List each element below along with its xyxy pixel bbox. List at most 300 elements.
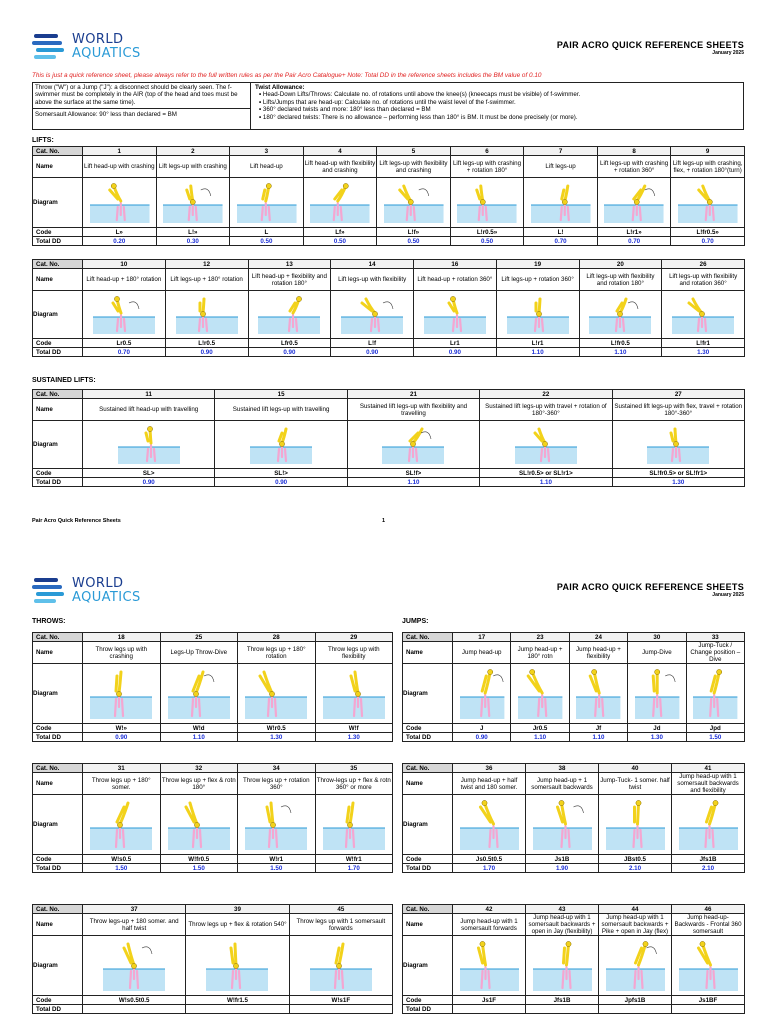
twist-item: • Lifts/Jumps that are head-up: Calculate no. of rotations until the waist level of the f-swimmer. — [259, 99, 739, 106]
cell-name: Jump head-up- Backwards - Frontal 360 somersault — [672, 914, 745, 936]
flying-swimmer — [528, 672, 542, 693]
swimmer-head — [654, 669, 659, 674]
cell-code: SL!> — [215, 469, 347, 478]
name-row — [33, 399, 745, 421]
cell-cat: 38 — [526, 764, 599, 773]
cell-cat: 44 — [599, 905, 672, 914]
category-row — [33, 764, 393, 773]
cell-diagram — [83, 795, 161, 855]
flying-swimmer — [482, 672, 490, 693]
cell-cat: 18 — [83, 633, 161, 642]
cell-code: Jr0.5 — [511, 724, 569, 733]
name-row-label: Name — [33, 156, 83, 178]
rotation-arrow — [573, 805, 583, 812]
name-row — [33, 156, 745, 178]
jumps-heading: JUMPS: — [402, 618, 429, 625]
diagram-row — [33, 178, 745, 228]
cell-cat: 8 — [597, 147, 671, 156]
cell-name: Lift legs-up with flexibility and crashing — [377, 156, 451, 178]
cell-dd: 1.30 — [628, 733, 686, 742]
page-2 — [0, 560, 768, 1024]
total-dd-row — [33, 864, 393, 873]
cell-dd: 1.70 — [453, 864, 526, 873]
doc-title-block — [557, 40, 744, 56]
cell-cat: 3 — [230, 147, 304, 156]
movement-diagram — [380, 180, 448, 226]
cell-cat: 12 — [165, 260, 248, 269]
code-row — [33, 724, 393, 733]
diagram-row — [403, 795, 745, 855]
cell-cat: 13 — [248, 260, 331, 269]
logo-waves-icon — [32, 576, 68, 606]
total-dd-row-label: Total DD — [33, 1005, 83, 1014]
brand-line-2: AQUATICS — [72, 590, 141, 605]
doc-title: PAIR ACRO QUICK REFERENCE SHEETS — [556, 582, 744, 592]
cell-diagram — [662, 291, 745, 339]
cell-diagram — [315, 795, 393, 855]
swimmer-head — [193, 691, 198, 696]
cell-code: Js1F — [453, 996, 526, 1005]
swimmer-head — [635, 199, 640, 204]
cell-name: Lift legs-up with crashing + rotation 360° — [597, 156, 671, 178]
swimmer-head — [529, 669, 534, 674]
name-row — [403, 642, 745, 664]
movement-diagram — [337, 293, 407, 337]
cell-code: J — [453, 724, 511, 733]
cell-cat: 33 — [686, 633, 744, 642]
cell-diagram — [165, 291, 248, 339]
lifts-b-table — [32, 259, 745, 357]
cell-dd — [83, 1005, 186, 1014]
cell-dd: 1.10 — [569, 733, 627, 742]
movement-diagram — [164, 797, 234, 853]
cell-cat: 17 — [453, 633, 511, 642]
code-row — [33, 228, 745, 237]
cell-cat: 25 — [160, 633, 238, 642]
name-row-label: Name — [33, 642, 83, 664]
flying-swimmer — [267, 803, 273, 824]
total-dd-row-label: Total DD — [403, 1005, 453, 1014]
cell-name: Lift legs-up + rotation 360° — [496, 269, 579, 291]
rotation-arrow — [201, 188, 211, 195]
cell-code: JBst0.5 — [599, 855, 672, 864]
cell-dd: 0.90 — [83, 478, 215, 487]
twist-item: • 180° declared twists: There is no allowance – performing less than 180° is BM. It must be done precisely (or more). — [259, 114, 739, 121]
total-dd-row-label: Total DD — [33, 237, 83, 246]
cell-cat: 43 — [526, 905, 599, 914]
cell-cat: 32 — [160, 764, 238, 773]
code-row-label: Code — [33, 724, 83, 733]
movement-diagram — [675, 938, 742, 994]
flying-swimmer — [193, 672, 203, 693]
throw-definition — [33, 83, 251, 129]
cell-cat: 24 — [569, 633, 627, 642]
cell-dd: 1.50 — [686, 733, 744, 742]
cell-code: SL!r0.5> or SL!r1> — [480, 469, 612, 478]
category-row-label: Cat. No. — [33, 764, 83, 773]
movement-diagram — [456, 938, 523, 994]
cell-name: Throw-legs up + flex & rotn 360° or more — [315, 773, 393, 795]
movement-diagram — [453, 180, 521, 226]
cell-dd — [289, 1005, 392, 1014]
cell-diagram — [511, 664, 569, 724]
diagram-row-label: Diagram — [33, 936, 83, 996]
movement-diagram — [529, 797, 596, 853]
cell-name: Lift legs-up with flexibility and rotation 180° — [579, 269, 662, 291]
flying-swimmer — [563, 944, 568, 965]
cell-diagram — [83, 936, 186, 996]
flying-swimmer — [231, 944, 236, 965]
flying-swimmer — [634, 803, 638, 824]
cell-name: Throw legs up + flex & rotation 540° — [186, 914, 289, 936]
doc-title-block — [557, 582, 744, 598]
cell-cat: 27 — [612, 390, 744, 399]
cell-diagram — [83, 421, 215, 469]
cell-diagram — [524, 178, 598, 228]
somersault-allowance: Somersault Allowance: 90° less than declared = BM — [33, 108, 250, 118]
cell-dd: 1.10 — [579, 348, 662, 357]
sustained-lifts-heading: SUSTAINED LIFTS: — [32, 377, 96, 384]
diagram-row — [33, 291, 745, 339]
movement-diagram — [86, 797, 156, 853]
cell-code: SL!f> — [347, 469, 479, 478]
flying-swimmer — [590, 672, 599, 693]
total-dd-row — [33, 348, 745, 357]
rotation-arrow — [646, 946, 656, 953]
cell-cat: 26 — [662, 260, 745, 269]
cell-dd: 1.90 — [526, 864, 599, 873]
name-row-label: Name — [403, 773, 453, 795]
movement-diagram — [241, 797, 311, 853]
swimmer-head — [450, 296, 455, 301]
cell-diagram — [526, 795, 599, 855]
diagram-row — [33, 936, 393, 996]
total-dd-row-label: Total DD — [33, 864, 83, 873]
category-row — [33, 390, 745, 399]
cell-diagram — [453, 795, 526, 855]
movement-diagram — [319, 666, 389, 722]
cell-dd: 0.90 — [414, 348, 497, 357]
category-row-label: Cat. No. — [33, 260, 83, 269]
cell-name: Throw legs up + 180° somer. — [83, 773, 161, 795]
cell-dd: 2.10 — [599, 864, 672, 873]
world-aquatics-logo — [32, 576, 172, 610]
movement-diagram — [86, 180, 154, 226]
swimmer-head — [480, 199, 485, 204]
cell-diagram — [672, 795, 745, 855]
cell-code: W!r1 — [238, 855, 316, 864]
cell-name: Lift head-up + 180° rotation — [83, 269, 166, 291]
cell-name: Throw legs up + rotation 360° — [238, 773, 316, 795]
cell-cat: 16 — [414, 260, 497, 269]
swimmer-head — [558, 800, 563, 805]
cell-dd: 0.90 — [215, 478, 347, 487]
cell-code: W!r0.5 — [238, 724, 316, 733]
cell-code: Jfs1B — [526, 996, 599, 1005]
twist-item: • Head-Down Lifts/Throws: Calculate no. of rotations until above the knee(s) (kneecaps must be visible) of f-swimmer. — [259, 91, 739, 98]
category-row-label: Cat. No. — [403, 633, 453, 642]
movement-diagram — [306, 180, 374, 226]
cell-dd: 0.50 — [377, 237, 451, 246]
cell-code: SL> — [83, 469, 215, 478]
swimmer-head — [618, 311, 623, 316]
flying-swimmer — [617, 299, 626, 313]
throws-heading: THROWS: — [32, 618, 66, 625]
category-row-label: Cat. No. — [403, 764, 453, 773]
movement-diagram — [511, 423, 581, 467]
twist-allowance — [251, 83, 743, 129]
total-dd-row — [403, 864, 745, 873]
cell-cat: 7 — [524, 147, 598, 156]
cell-dd: 1.50 — [83, 864, 161, 873]
cell-name: Jump-Tuck / Change position – Dive — [686, 642, 744, 664]
cell-diagram — [450, 178, 524, 228]
flying-swimmer — [536, 299, 540, 313]
code-row — [403, 724, 745, 733]
category-row-label: Cat. No. — [33, 905, 83, 914]
cell-dd: 0.20 — [83, 237, 157, 246]
code-row-label: Code — [403, 996, 453, 1005]
cell-name: Sustained lift legs-up with flexibility and travelling — [347, 399, 479, 421]
throws-a-table — [32, 632, 393, 742]
cell-cat: 40 — [599, 764, 672, 773]
cell-dd: 0.90 — [83, 733, 161, 742]
swimmer-head — [343, 183, 348, 188]
swimmer-head — [200, 311, 205, 316]
flying-swimmer — [562, 186, 568, 201]
name-row-label: Name — [403, 914, 453, 936]
total-dd-row — [33, 733, 393, 742]
flying-swimmer — [279, 429, 286, 443]
cell-name: Lift legs-up + 180° rotation — [165, 269, 248, 291]
diagram-row — [33, 421, 745, 469]
total-dd-row-label: Total DD — [403, 733, 453, 742]
flying-swimmer — [706, 803, 715, 824]
flying-swimmer — [347, 803, 353, 824]
cell-cat: 6 — [450, 147, 524, 156]
flying-swimmer — [480, 803, 493, 824]
swimmer-head — [700, 311, 705, 316]
code-row — [33, 339, 745, 348]
cell-name: Lift head-up with flexibility and crashing — [303, 156, 377, 178]
cell-dd: 1.30 — [238, 733, 316, 742]
cell-diagram — [315, 664, 393, 724]
category-row — [403, 905, 745, 914]
swimmer-head — [712, 800, 717, 805]
total-dd-row — [403, 733, 745, 742]
cell-code: L!r1 — [496, 339, 579, 348]
cell-name: Lift legs-up with crashing — [156, 156, 230, 178]
swimmer-head — [536, 311, 541, 316]
swimmer-head — [635, 800, 640, 805]
cell-name: Jump head-up with 1 somersault backwards and flexibility — [672, 773, 745, 795]
cell-cat: 41 — [672, 764, 745, 773]
cell-name: Jump head-up — [453, 642, 511, 664]
cell-dd: 0.90 — [165, 348, 248, 357]
movement-diagram — [585, 293, 655, 337]
movement-diagram — [172, 293, 242, 337]
diagram-row-label: Diagram — [33, 664, 83, 724]
movement-diagram — [89, 293, 159, 337]
cell-name: Legs-Up Throw-Dive — [160, 642, 238, 664]
diagram-row-label: Diagram — [33, 795, 83, 855]
movement-diagram — [689, 666, 741, 722]
cell-diagram — [453, 664, 511, 724]
cell-name: Sustained lift head-up with travelling — [83, 399, 215, 421]
movement-diagram — [456, 797, 523, 853]
code-row — [33, 855, 393, 864]
cell-cat: 23 — [511, 633, 569, 642]
doc-title: PAIR ACRO QUICK REFERENCE SHEETS — [556, 40, 744, 50]
name-row — [33, 269, 745, 291]
diagram-row-label: Diagram — [403, 795, 453, 855]
cell-cat: 22 — [480, 390, 612, 399]
swimmer-head — [642, 941, 647, 946]
cell-cat: 1 — [83, 147, 157, 156]
cell-diagram — [331, 291, 414, 339]
cell-cat: 28 — [238, 633, 316, 642]
movement-diagram — [572, 666, 624, 722]
cell-code: W!s0.5t0.5 — [83, 996, 186, 1005]
doc-date: January 2025 — [712, 592, 744, 598]
total-dd-row — [33, 478, 745, 487]
cell-code: SL!fr0.5> or SL!fr1> — [612, 469, 744, 478]
swimmer-head — [408, 199, 413, 204]
cell-dd: 0.70 — [597, 237, 671, 246]
swimmer-head — [542, 441, 547, 446]
cell-dd: 1.10 — [160, 733, 238, 742]
movement-diagram — [202, 938, 272, 994]
cell-name: Throw legs up + flex & rotn 180° — [160, 773, 238, 795]
cell-code: Js1BF — [672, 996, 745, 1005]
cell-name: Jump-Tuck- 1 somer. half twist — [599, 773, 672, 795]
cell-name: Sustained lift legs-up with flex, travel + rotation 180°-360° — [612, 399, 744, 421]
cell-name: Throw legs up + 180° rotation — [238, 642, 316, 664]
brand-line-1: WORLD — [72, 32, 124, 47]
cell-name: Sustained lift legs-up with travel + rotation of 180°-360° — [480, 399, 612, 421]
flying-swimmer — [336, 944, 343, 965]
cell-diagram — [83, 664, 161, 724]
cell-cat: 4 — [303, 147, 377, 156]
rotation-arrow — [665, 674, 675, 681]
cell-diagram — [628, 664, 686, 724]
total-dd-row — [33, 237, 745, 246]
flying-swimmer — [699, 186, 710, 201]
swimmer-head — [118, 822, 123, 827]
rotation-arrow — [204, 674, 214, 681]
category-row-label: Cat. No. — [33, 633, 83, 642]
cell-cat: 5 — [377, 147, 451, 156]
cell-code: W!fr1.5 — [186, 996, 289, 1005]
cell-cat: 34 — [238, 764, 316, 773]
diagram-row-label: Diagram — [33, 178, 83, 228]
twist-item: • 360° declared twists and more: 180° less than declared = BM — [259, 106, 739, 113]
swimmer-head — [674, 441, 679, 446]
movement-diagram — [602, 938, 669, 994]
diagram-row — [403, 936, 745, 996]
flying-swimmer — [711, 672, 719, 693]
lifts-a-table — [32, 146, 745, 246]
swimmer-head — [707, 199, 712, 204]
movement-diagram — [514, 666, 566, 722]
flying-swimmer — [634, 186, 645, 201]
cell-dd: 1.30 — [612, 478, 744, 487]
rotation-arrow — [142, 946, 152, 953]
category-row-label: Cat. No. — [403, 905, 453, 914]
cell-diagram — [83, 291, 166, 339]
cell-dd — [526, 1005, 599, 1014]
cell-code: L!fr0.5» — [671, 228, 745, 237]
swimmer-head — [111, 183, 116, 188]
diagram-row — [33, 664, 393, 724]
cell-dd: 0.50 — [303, 237, 377, 246]
cell-code: Lr1 — [414, 339, 497, 348]
twist-list — [255, 91, 739, 121]
cell-name: Jump head-up + flexibility — [569, 642, 627, 664]
cell-code: Jf — [569, 724, 627, 733]
cell-dd: 0.30 — [156, 237, 230, 246]
cell-code: Jd — [628, 724, 686, 733]
cell-dd: 1.10 — [496, 348, 579, 357]
cell-diagram — [480, 421, 612, 469]
footer-text: Pair Acro Quick Reference Sheets — [32, 518, 121, 524]
flying-swimmer — [698, 944, 710, 965]
cell-code: L!fr1 — [662, 339, 745, 348]
cell-cat: 10 — [83, 260, 166, 269]
category-row — [403, 633, 745, 642]
swimmer-head — [699, 941, 704, 946]
brand-line-2: AQUATICS — [72, 46, 141, 61]
total-dd-row-label: Total DD — [33, 478, 83, 487]
cell-name: Jump head-up with 1 somersault forwards — [453, 914, 526, 936]
cell-name: Jump head-up with 1 somersault backwards + Pike + open in Jay (flex) — [599, 914, 672, 936]
page-number: 1 — [382, 518, 386, 524]
cell-diagram — [671, 178, 745, 228]
category-row — [33, 147, 745, 156]
swimmer-head — [279, 441, 284, 446]
cell-name: Lift legs-up with crashing + rotation 180° — [450, 156, 524, 178]
swimmer-head — [355, 691, 360, 696]
cell-dd: 1.10 — [347, 478, 479, 487]
cell-diagram — [569, 664, 627, 724]
movement-diagram — [456, 666, 508, 722]
cell-code: Jpd — [686, 724, 744, 733]
flying-swimmer — [116, 672, 121, 693]
cell-code: L!r0.5 — [165, 339, 248, 348]
cell-diagram — [496, 291, 579, 339]
flying-swimmer — [557, 803, 565, 824]
cell-name: Sustained lift legs-up with travelling — [215, 399, 347, 421]
rotation-arrow — [281, 805, 291, 812]
cell-diagram — [597, 178, 671, 228]
rotation-arrow — [645, 188, 655, 195]
name-row — [33, 773, 393, 795]
total-dd-row — [403, 1005, 745, 1014]
cell-cat: 31 — [83, 764, 161, 773]
cell-code: L!fr0.5 — [579, 339, 662, 348]
swimmer-head — [147, 426, 152, 431]
cell-code: Js1B — [526, 855, 599, 864]
cell-diagram — [453, 936, 526, 996]
throw-text: Throw ("W") or a Jump ("J"): a disconnect should be clearly seen. The f-swimmer must be completely in the AIR (top of the head and toes must be above the surface at the same time). — [35, 84, 238, 106]
doc-date: January 2025 — [712, 50, 744, 56]
flying-swimmer — [653, 672, 657, 693]
swimmer-head — [479, 941, 484, 946]
total-dd-row-label: Total DD — [403, 864, 453, 873]
flying-swimmer — [362, 299, 375, 313]
cell-dd: 0.50 — [230, 237, 304, 246]
cell-diagram — [599, 795, 672, 855]
